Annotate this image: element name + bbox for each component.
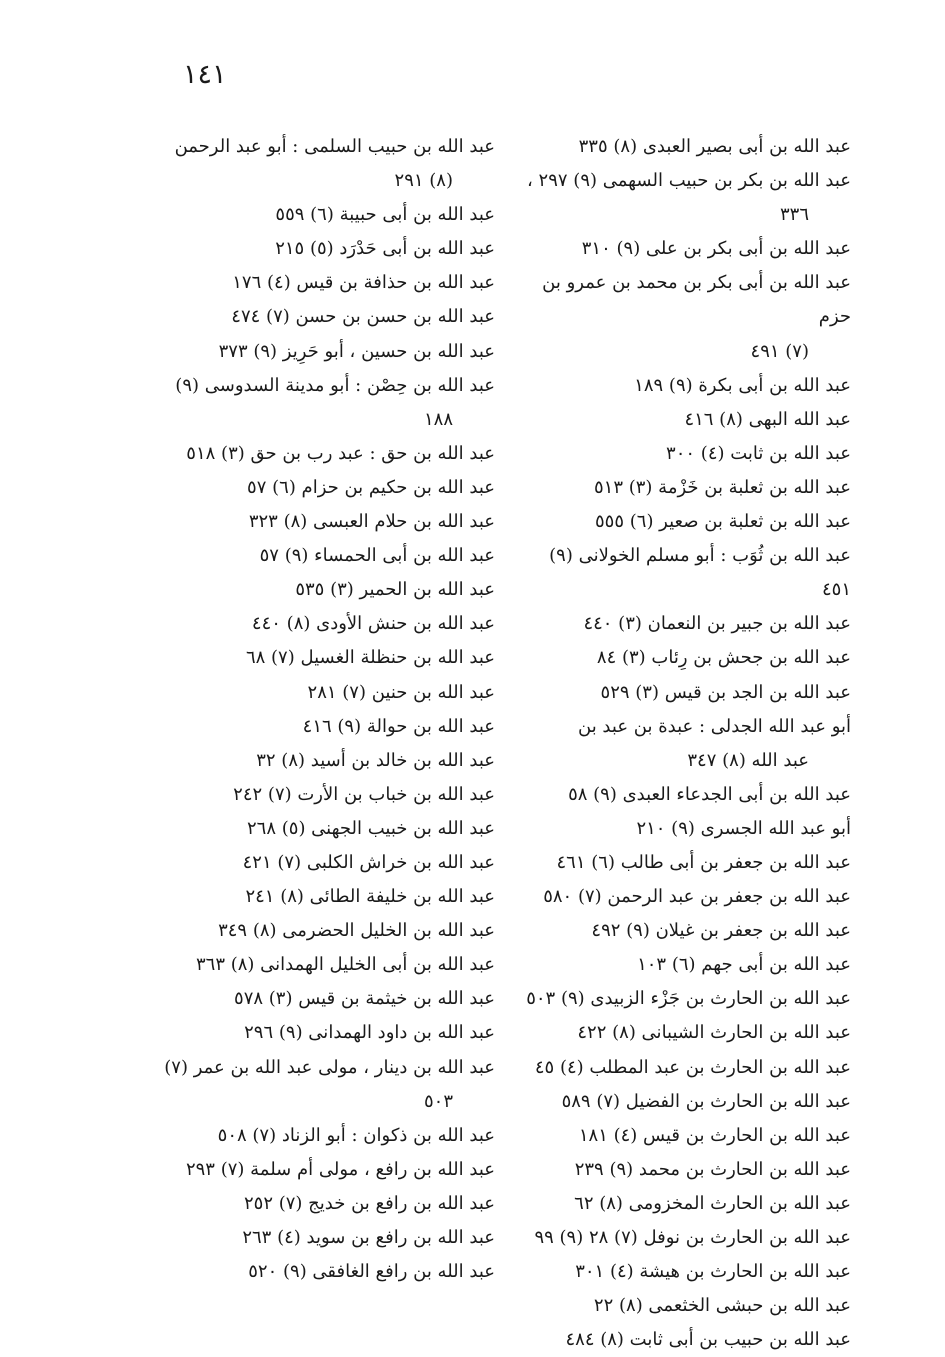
- entry-text: عبد الله بن أبى بكر بن على (٩) ٣١٠: [581, 238, 851, 260]
- entry-text: عبد الله بن حسين ، أبو حَرِيز (٩) ٣٧٣: [218, 340, 495, 362]
- entry-text: عبد الله بن أبى الخليل الهمدانى (٨) ٣٦٣: [195, 954, 495, 976]
- index-entry: [155, 846, 495, 880]
- entry-text: عبد الله بن الحارث بن قيس (٤) ١٨١: [578, 1124, 851, 1146]
- entry-text: عبد الله بن خيثمة بن قيس (٣) ٥٧٨: [234, 988, 495, 1010]
- index-entry: [155, 1153, 495, 1187]
- index-entry: [155, 880, 495, 914]
- entry-text: عبد الله بن خباب بن الأرت (٧) ٢٤٢: [233, 783, 495, 805]
- entry-text: عبد الله بن خليفة الطائى (٨) ٢٤١: [245, 886, 495, 908]
- index-entry: [516, 812, 851, 846]
- entry-text: عبد الله بن حنش الأودى (٨) ٤٤٠: [251, 613, 495, 635]
- index-entry: [516, 1085, 851, 1119]
- index-entry: [516, 369, 851, 403]
- index-entry: [155, 232, 495, 266]
- index-entry: [516, 676, 851, 710]
- entry-text: عبد الله بن حنين (٧) ٢٨١: [307, 681, 495, 703]
- entry-text: عبد الله بن دينار ، مولى عبد الله بن عمر (٧): [164, 1056, 495, 1078]
- index-entry: [516, 164, 851, 232]
- index-entry: [516, 1119, 851, 1153]
- entry-text: عبد الله بن حكيم بن حزام (٦) ٥٧: [247, 476, 495, 498]
- index-entry: [516, 437, 851, 471]
- entry-text: عبد الله بن خالد بن أسيد (٨) ٣٢: [256, 749, 495, 771]
- index-column-right: [516, 130, 851, 1357]
- entry-text: عبد الله بن الحارث بن جَزْء الزبيدى (٩) ٥٠٣: [526, 988, 851, 1010]
- entry-text: عبد الله بن جعفر بن أبى طالب (٦) ٤٦١: [556, 851, 851, 873]
- index-entry: [516, 880, 851, 914]
- entry-text: عبد الله بن أبى بكرة (٩) ١٨٩: [634, 374, 851, 396]
- entry-text: عبد الله بن حنظلة الغسيل (٧) ٦٨: [245, 647, 495, 669]
- index-entry: [516, 607, 851, 641]
- entry-text: عبد الله بن رافع بن سويد (٤) ٢٦٣: [242, 1227, 495, 1248]
- index-entry: [155, 130, 495, 198]
- index-entry: [155, 914, 495, 948]
- entry-text: عبد الله بن رافع بن خديج (٧) ٢٥٢: [243, 1192, 495, 1214]
- index-entry: [155, 539, 495, 573]
- index-entry: [155, 437, 495, 471]
- index-entry: [155, 471, 495, 505]
- index-entry: [516, 778, 851, 812]
- entry-text: عبد الله بن الحمير (٣) ٥٣٥: [295, 579, 495, 601]
- entry-text: عبد الله بن ثعلبة بن صعير (٦) ٥٥٥: [595, 511, 851, 533]
- index-entry: [155, 744, 495, 778]
- entry-text: عبد الله بن الجد بن قيس (٣) ٥٢٩: [600, 681, 851, 703]
- entry-text: عبد الله بن جحش بن رِئاب (٣) ٨٤: [596, 647, 851, 669]
- index-entry: [155, 982, 495, 1016]
- entry-text: عبد الله بن جعفر بن عبد الرحمن (٧) ٥٨٠: [543, 886, 851, 908]
- entry-text: عبد الله بن الحارث بن نوفل (٧) ٢٨ (٩) ٩٩: [534, 1227, 851, 1248]
- entry-text: عبد الله بن حبيب السلمى : أبو عبد الرحمن: [174, 136, 495, 157]
- index-entry: [155, 948, 495, 982]
- index-entry: [516, 471, 851, 505]
- index-entry: [516, 232, 851, 266]
- entry-text: عبد الله بن أبى بصير العبدى (٨) ٣٣٥: [578, 136, 851, 157]
- index-entry: [155, 505, 495, 539]
- index-entry: [516, 1289, 851, 1323]
- entry-text: عبد الله بن ثُوَب : أبو مسلم الخولانى (٩) ٤٥١: [549, 545, 851, 601]
- entry-text: عبد الله بن حذافة بن قيس (٤) ١٧٦: [232, 272, 495, 294]
- index-entry: [155, 1051, 495, 1119]
- entry-text: عبد الله بن الخليل الحضرمى (٨) ٣٤٩: [218, 920, 495, 942]
- index-entry: [516, 1153, 851, 1187]
- entry-text: عبد الله بن أبى حَدْرَد (٥) ٢١٥: [275, 238, 495, 260]
- index-entry: [516, 914, 851, 948]
- index-column-left: [155, 130, 495, 1289]
- entry-text: عبد الله البهى (٨) ٤١٦: [684, 408, 851, 430]
- entry-text: عبد الله بن الحارث بن عبد المطلب (٤) ٤٥: [534, 1056, 851, 1078]
- entry-continuation: (٨) ٢٩١: [394, 170, 453, 192]
- index-entry: [155, 369, 495, 437]
- entry-text: عبد الله بن بكر بن حبيب السهمى (٩) ٢٩٧ ،: [527, 170, 851, 192]
- entry-text: عبد الله بن رافع الغافقى (٩) ٥٢٠: [248, 1261, 495, 1283]
- entry-continuation: ١٨٨: [423, 408, 453, 430]
- index-entry: [155, 641, 495, 675]
- index-entry: [155, 607, 495, 641]
- index-entry: [155, 1221, 495, 1255]
- index-entry: [155, 573, 495, 607]
- entry-text: عبد الله بن أبى بكر بن محمد بن عمرو بن حزم: [542, 272, 851, 328]
- entry-text: عبد الله بن ثابت (٤) ٣٠٠: [666, 442, 851, 464]
- entry-continuation: عبد الله (٨) ٣٤٧: [687, 749, 809, 771]
- index-entry: [155, 266, 495, 300]
- entry-continuation: (٧) ٤٩١: [750, 340, 809, 362]
- index-entry: [516, 539, 851, 607]
- entry-text: عبد الله بن أبى الحمساء (٩) ٥٧: [259, 545, 495, 567]
- index-entry: [155, 1187, 495, 1221]
- entry-text: عبد الله بن ذكوان : أبو الزناد (٧) ٥٠٨: [217, 1124, 495, 1146]
- entry-text: عبد الله بن حبيب بن أبى ثابت (٨) ٤٨٤: [565, 1329, 851, 1351]
- entry-text: عبد الله بن أبى حبيبة (٦) ٥٥٩: [275, 204, 495, 226]
- entry-text: عبد الله بن جبير بن النعمان (٣) ٤٤٠: [583, 613, 851, 635]
- index-entry: [155, 812, 495, 846]
- entry-text: عبد الله بن حق : عبد رب بن حق (٣) ٥١٨: [186, 442, 495, 464]
- entry-continuation: ٣٣٦: [779, 204, 809, 226]
- index-entry: [516, 1221, 851, 1255]
- index-entry: [516, 266, 851, 368]
- index-entry: [155, 1255, 495, 1289]
- entry-text: عبد الله بن حبشى الخثعمى (٨) ٢٢: [593, 1295, 851, 1317]
- entry-text: عبد الله بن رافع ، مولى أم سلمة (٧) ٢٩٣: [185, 1158, 495, 1180]
- entry-text: عبد الله بن خبيب الجهنى (٥) ٢٦٨: [247, 817, 495, 839]
- index-entry: [516, 1187, 851, 1221]
- index-entry: [516, 1323, 851, 1357]
- entry-text: عبد الله بن الحارث الشيبانى (٨) ٤٢٢: [577, 1022, 851, 1044]
- index-entry: [516, 948, 851, 982]
- entry-text: عبد الله بن داود الهمدانى (٩) ٢٩٦: [244, 1022, 495, 1044]
- index-entry: [516, 982, 851, 1016]
- index-entry: [155, 710, 495, 744]
- index-entry: [155, 300, 495, 334]
- entry-continuation: ٥٠٣: [423, 1090, 453, 1112]
- index-entry: [155, 1016, 495, 1050]
- entry-text: عبد الله بن خراش الكلبى (٧) ٤٢١: [242, 851, 495, 873]
- entry-text: عبد الله بن الحارث بن هيشة (٤) ٣٠١: [575, 1261, 851, 1283]
- entry-text: أبو عبد الله الجسرى (٩) ٢١٠: [636, 817, 851, 839]
- index-entry: [155, 676, 495, 710]
- index-entry: [516, 505, 851, 539]
- entry-text: عبد الله بن ثعلبة بن خَزْمة (٣) ٥١٣: [593, 476, 851, 498]
- index-entry: [516, 130, 851, 164]
- index-entry: [155, 198, 495, 232]
- index-entry: [516, 710, 851, 778]
- entry-text: عبد الله بن حلام العبسى (٨) ٣٢٣: [248, 511, 495, 533]
- entry-text: عبد الله بن حسن بن حسن (٧) ٤٧٤: [231, 306, 495, 328]
- entry-text: عبد الله بن أبى جهم (٦) ١٠٣: [637, 954, 851, 976]
- entry-text: عبد الله بن الحارث بن محمد (٩) ٢٣٩: [574, 1158, 851, 1180]
- entry-text: عبد الله بن حوالة (٩) ٤١٦: [302, 715, 495, 737]
- page-number: ١٤١: [183, 59, 227, 90]
- entry-text: عبد الله بن الحارث بن الفضيل (٧) ٥٨٩: [561, 1090, 851, 1112]
- index-entry: [155, 335, 495, 369]
- entry-text: أبو عبد الله الجدلى : عبدة بن عبد بن: [578, 715, 851, 737]
- entry-text: عبد الله بن أبى الجدعاء العبدى (٩) ٥٨: [568, 783, 851, 805]
- index-entry: [516, 1255, 851, 1289]
- index-entry: [155, 778, 495, 812]
- index-entry: [516, 846, 851, 880]
- entry-text: عبد الله بن جعفر بن غيلان (٩) ٤٩٢: [591, 920, 851, 942]
- entry-text: عبد الله بن حِصْن : أبو مدينة السدوسى (٩): [175, 374, 495, 396]
- index-entry: [516, 641, 851, 675]
- index-entry: [516, 1051, 851, 1085]
- entry-text: عبد الله بن الحارث المخزومى (٨) ٦٢: [574, 1192, 851, 1214]
- index-entry: [516, 1016, 851, 1050]
- index-entry: [516, 403, 851, 437]
- index-entry: [155, 1119, 495, 1153]
